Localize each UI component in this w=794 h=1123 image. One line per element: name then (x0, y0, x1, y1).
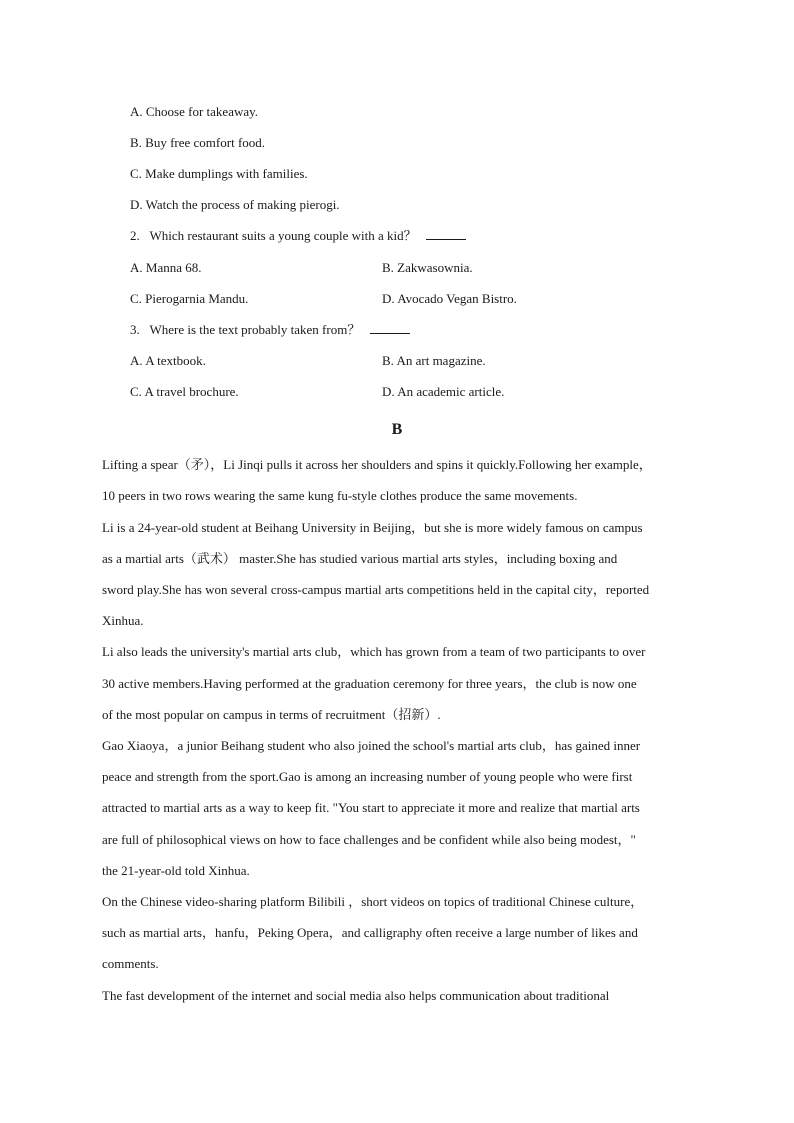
q1-option-b (130, 135, 265, 151)
option-text: A textbook. (145, 353, 206, 368)
option-text: An art magazine. (396, 353, 486, 368)
question-number: 2. (130, 228, 140, 243)
option-letter: A. (130, 104, 143, 119)
option-letter: D. (382, 291, 395, 306)
option-letter: B. (130, 135, 142, 150)
q2-option-b (382, 260, 473, 276)
passage-line: the 21-year-old told Xinhua. (102, 863, 250, 878)
passage-line: Lifting a spear（矛），Li Jinqi pulls it across her shoulders and spins it quickly.Following her example， (102, 457, 652, 472)
option-letter: C. (130, 384, 142, 399)
passage-line: comments. (102, 956, 159, 971)
passage-line: attracted to martial arts as a way to keep fit. "You start to appreciate it more and realize that martial arts (102, 800, 640, 815)
option-text: Pierogarnia Mandu. (145, 291, 249, 306)
option-letter: B. (382, 353, 394, 368)
passage-line: Xinhua. (102, 613, 144, 628)
answer-blank[interactable] (426, 228, 466, 240)
question-text: Where is the text probably taken from？ (149, 322, 361, 337)
q1-option-c (130, 166, 308, 182)
passage-line: Li also leads the university's martial arts club，which has grown from a team of two participants to over (102, 644, 646, 659)
option-letter: D. (130, 197, 143, 212)
passage-line: peace and strength from the sport.Gao is among an increasing number of young people who were first (102, 769, 633, 784)
option-letter: A. (130, 260, 143, 275)
option-letter: A. (130, 353, 143, 368)
question-number: 3. (130, 322, 140, 337)
option-letter: B. (382, 260, 394, 275)
option-text: Avocado Vegan Bistro. (397, 291, 517, 306)
q3-option-a (130, 353, 206, 369)
passage-line: Gao Xiaoya，a junior Beihang student who also joined the school's martial arts club，has gained inner (102, 738, 641, 753)
q1-option-d (130, 197, 340, 213)
q3-option-b (382, 353, 486, 369)
option-letter: D. (382, 384, 395, 399)
passage-line: such as martial arts，hanfu，Peking Opera，and calligraphy often receive a large number of likes and (102, 925, 638, 940)
q2-stem (130, 228, 466, 244)
option-text: Buy free comfort food. (145, 135, 266, 150)
q2-option-d (382, 291, 517, 307)
q3-stem (130, 322, 410, 338)
passage-line: of the most popular on campus in terms of recruitment（招新）. (102, 707, 441, 722)
answer-blank[interactable] (370, 322, 410, 334)
passage-line: The fast development of the internet and social media also helps communication about traditional (102, 988, 610, 1003)
passage-line: 10 peers in two rows wearing the same kung fu-style clothes produce the same movements. (102, 488, 578, 503)
passage-line: Li is a 24-year-old student at Beihang University in Beijing，but she is more widely famous on campus (102, 520, 643, 535)
option-letter: C. (130, 166, 142, 181)
option-text: Zakwasownia. (397, 260, 473, 275)
section-heading: B (391, 421, 403, 438)
option-text: A travel brochure. (144, 384, 239, 399)
q2-option-c (130, 291, 248, 307)
q3-option-d (382, 384, 504, 400)
q1-option-a (130, 104, 258, 120)
option-text: Watch the process of making pierogi. (145, 197, 340, 212)
passage-line: as a martial arts（武术） master.She has studied various martial arts styles，including boxing and (102, 551, 618, 566)
option-text: An academic article. (397, 384, 505, 399)
option-letter: C. (130, 291, 142, 306)
q3-option-c (130, 384, 239, 400)
question-text: Which restaurant suits a young couple with a kid？ (149, 228, 417, 243)
q2-option-a (130, 260, 202, 276)
option-text: Make dumplings with families. (145, 166, 308, 181)
option-text: Manna 68. (145, 260, 202, 275)
passage-line: sword play.She has won several cross-campus martial arts competitions held in the capital city，reported (102, 582, 650, 597)
passage-line: are full of philosophical views on how to face challenges and be confident while also being modest，" (102, 832, 636, 847)
passage-line: On the Chinese video-sharing platform Bilibili ，short videos on topics of traditional Chinese culture， (102, 894, 644, 909)
option-text: Choose for takeaway. (145, 104, 259, 119)
passage-line: 30 active members.Having performed at the graduation ceremony for three years，the club is now one (102, 676, 637, 691)
